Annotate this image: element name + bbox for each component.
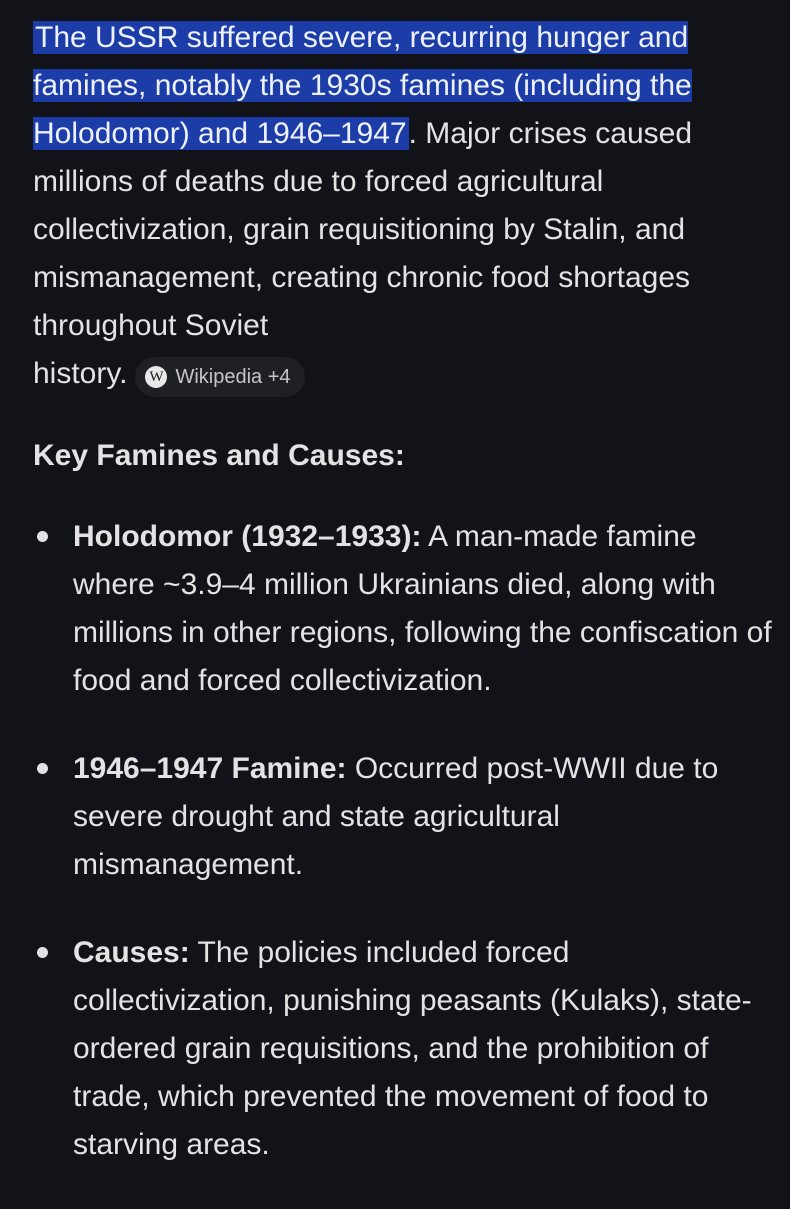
famine-list [33, 513, 773, 1169]
bullet-icon [37, 947, 48, 958]
section-heading: Key Famines and Causes: [33, 439, 405, 472]
intro-text-end: history. [33, 357, 128, 390]
list-item-title: 1946–1947 Famine: [73, 752, 347, 785]
list-item-text: The policies included forced collectivization, punishing peasants (Kulaks), state-ordered grain requisitions, and the prohibition of trade, which prevented the movement of food to starving areas. [73, 936, 752, 1161]
list-item [33, 745, 773, 889]
highlighted-text[interactable]: The USSR suffered severe, recurring hunger and famines, notably the 1930s famines (including the Holodomor) and 1946–1947 [33, 21, 692, 150]
intro-text: . Major crises caused millions of deaths due to forced agricultural collectivization, grain requisitioning by Stalin, and mismanagement, creating chronic food shortages throughout Soviet [33, 117, 693, 342]
wikipedia-source-chip[interactable] [135, 357, 304, 397]
list-item [33, 929, 773, 1169]
list-item-title: Holodomor (1932–1933): [73, 520, 422, 553]
source-chip-label: Wikipedia +4 [175, 366, 291, 388]
answer-content [33, 14, 773, 1209]
list-item-text: A man-made famine where ~3.9–4 million Ukrainians died, along with millions in other regions, following the confiscation of food and forced collectivization. [73, 520, 772, 697]
list-item-title: Causes: [73, 936, 190, 969]
bullet-icon [37, 531, 48, 542]
list-item-text: Occurred post-WWII due to severe drought and state agricultural mismanagement. [73, 752, 719, 881]
intro-paragraph [33, 14, 773, 398]
list-item [33, 513, 773, 705]
wikipedia-icon: W [145, 366, 167, 388]
bullet-icon [37, 763, 48, 774]
